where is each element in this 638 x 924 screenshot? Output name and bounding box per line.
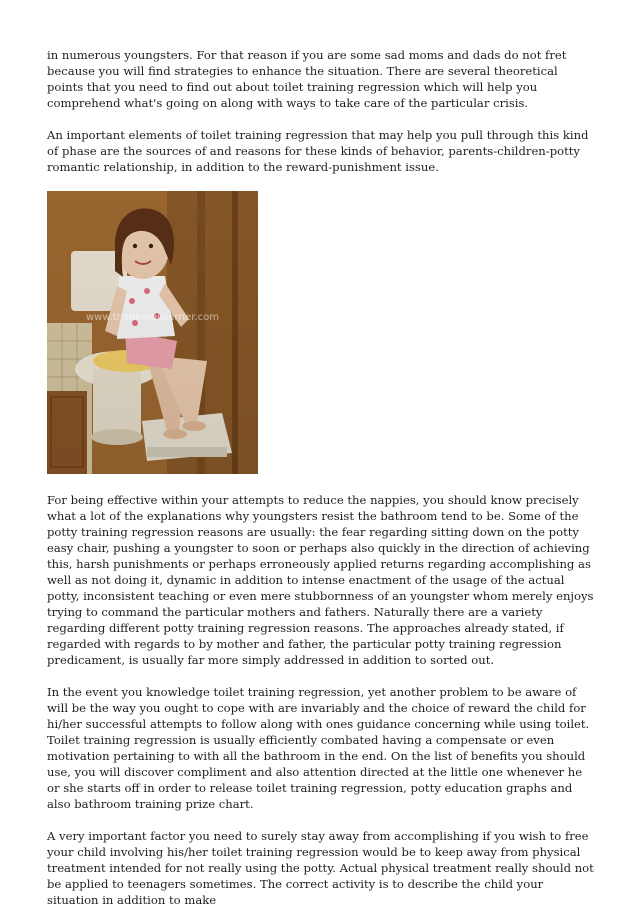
paragraph-5: A very important factor you need to surely stay away from accomplishing if you wish to free your child involving his/her toilet training regression would be to keep away from physical treatment intended for not really using the potty. Actual physical treatment really should not be applied to teenagers sometimes. The correct activity is to describe the child your situation in addition to make <box>47 829 594 907</box>
photo-watermark: www.thankmailcarrier.com <box>85 312 220 323</box>
document-page <box>47 47 595 924</box>
paragraph-3: For being effective within your attempts to reduce the nappies, you should know precisely what a lot of the explanations why youngsters resist the bathroom tend to be. Some of the potty training regression reasons are usually: the fear regarding sitting down on the potty easy chair, pushing a youngster to soon or perhaps also quickly in the direction of achieving this, harsh punishments or perhaps erroneously applied returns regarding accomplishing as well as not doing it, dynamic in addition to intense enactment of the usage of the actual potty, inconsistent teaching or even mere stubbornness of an youngster whom merely enjoys trying to command the particular mothers and fathers. Naturally there are a variety regarding different potty training regression reasons. The approaches already stated, if regarded with regards to by mother and father, the particular potty training regression predicament, is usually far more simply addressed in addition to sorted out. <box>47 493 594 667</box>
paragraph-2: An important elements of toilet training regression that may help you pull through this kind of phase are the sources of and reasons for these kinds of behavior, parents-children-potty romantic relationship, in addition to the reward-punishment issue. <box>47 128 589 174</box>
photo-illustration <box>47 191 258 474</box>
toddler-potty-photo <box>47 191 258 474</box>
paragraph-4: In the event you knowledge toilet training regression, yet another problem to be aware of will be the way you ought to cope with are invariably and the choice of reward the child for hi/her successful attempts to follow along with ones guidance concerning while using toilet. Toilet training regression is usually efficiently combated having a compensate or even motivation pertaining to with all the bathroom in the end. On the list of benefits you should use, you will discover compliment and also attention directed at the little one whenever he or she starts off in order to release toilet training regression, potty education graphs and also bathroom training prize chart. <box>47 685 590 811</box>
paragraph-1: in numerous youngsters. For that reason if you are some sad moms and dads do not fret because you will find strategies to enhance the situation. There are several theoretical points that you need to find out about toilet training regression which will help you comprehend what's going on along with ways to take care of the particular crisis. <box>47 48 567 110</box>
